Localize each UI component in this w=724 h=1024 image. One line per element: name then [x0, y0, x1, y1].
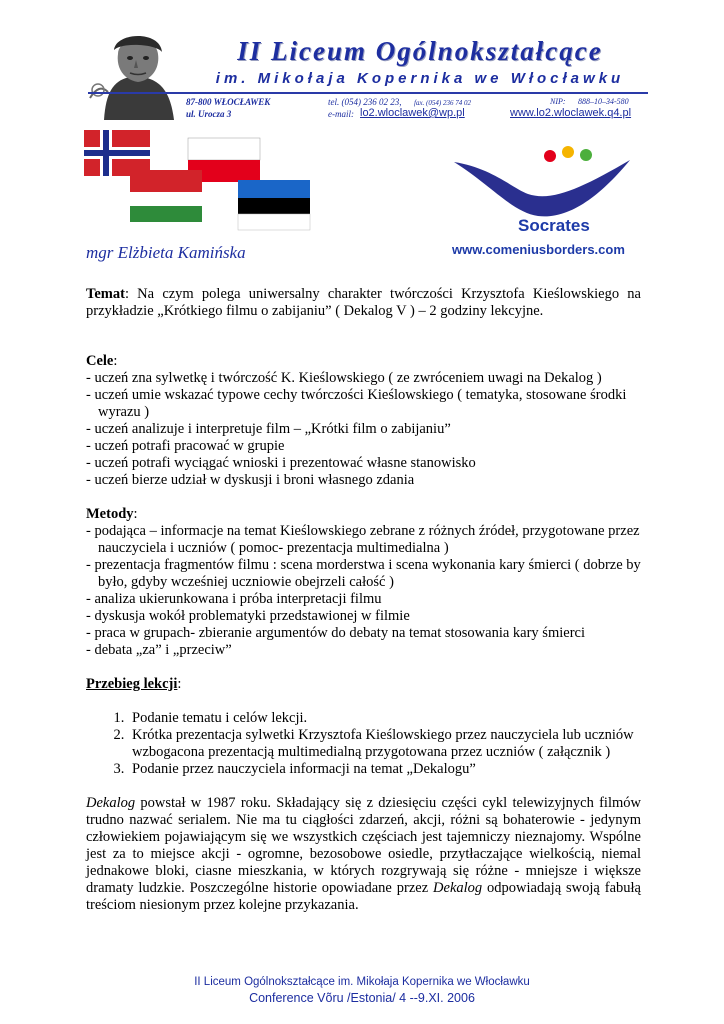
goal-item: - uczeń umie wskazać typowe cechy twórczości Kieślowskiego ( tematyka, stosowane środki wyrazu ): [86, 387, 627, 420]
footer-school: II Liceum Ogólnokształcące im. Mikołaja Kopernika we Włocławku: [194, 976, 530, 988]
flag-norway: [84, 130, 150, 176]
course-step: 1. Podanie tematu i celów lekcji.: [128, 710, 641, 727]
copernicus-portrait: [86, 28, 188, 124]
goals-list: [86, 370, 641, 489]
methods-heading: Metody:: [86, 506, 138, 522]
flag-estonia: [238, 180, 310, 230]
dekalog-title: Dekalog: [86, 795, 136, 811]
phone-number: tel. (054) 236 02 23,: [328, 97, 402, 107]
goal-item: - uczeń analizuje i interpretuje film – „Krótki film o zabijaniu”: [86, 421, 451, 437]
website-link[interactable]: www.lo2.wloclawek.q4.pl: [510, 107, 632, 119]
partner-flags: [84, 124, 314, 234]
goal-item: - uczeń potrafi wyciągać wnioski i prezentować własne stanowisko: [86, 455, 476, 471]
author-name: mgr Elżbieta Kamińska: [86, 243, 246, 262]
method-item: - dyskusja wokół problematyki przedstawionej w filmie: [86, 608, 410, 624]
method-item: - prezentacja fragmentów filmu : scena morderstwa i scena wykonania kary śmierci ( dobrze by było, gdyby wcześniej uczniowie obejrzeli całość ): [86, 557, 641, 590]
course-heading: Przebieg lekcji:: [86, 676, 182, 692]
dekalog-title: Dekalog: [433, 880, 483, 896]
email-label: e-mail:: [328, 109, 354, 119]
footer-conference: Conference Võru /Estonia/ 4 --9.XI. 2006: [249, 991, 475, 1005]
address-street: ul. Urocza 3: [186, 109, 232, 119]
dekalog-paragraph: Dekalog powstał w 1987 roku. Składający się z dziesięciu części cykl telewizyjnych filmów trudno nazwać serialem. Nie ma tu ciągłości zdarzeń, akcji, różni są bohaterowie - jedynym człowiekiem pojawiającym się we wszystkich częściach jest tajemniczy nieznajomy. Wspólne jest za to miejsce akcji - ogromne, bezosobowe osiedle, przytłaczające wielkością, niemal jednakowe bloki, ciasne mieszkania, w których rozgrywają się różne - mniejsze i większe dramaty ludzkie. Poszczególne historie opowiadane przez Dekalog odpowiadają swoją fabułą treściom niesionym przez kolejne przykazania.: [86, 795, 641, 913]
fax-number: fax. (054) 236 74 02: [414, 99, 471, 107]
topic-label: Temat: [86, 286, 125, 302]
goal-item: - uczeń potrafi pracować w grupie: [86, 438, 285, 454]
email-link[interactable]: lo2.wloclawek@wp.pl: [360, 107, 465, 119]
topic-paragraph: [86, 286, 641, 320]
topic-text: : Na czym polega uniwersalny charakter twórczości Krzysztofa Kieślowskiego na przykładzie „Krótkiego filmu o zabijaniu” ( Dekalog V ) – 2 godziny lekcyjne.: [86, 286, 641, 319]
methods-list: [86, 523, 641, 659]
course-step: 3. Podanie przez nauczyciela informacji na temat „Dekalogu”: [128, 761, 641, 778]
header-divider: [88, 92, 648, 94]
school-name: II Liceum Ogólnokształcące: [237, 36, 603, 66]
socrates-logo-icon: [452, 142, 632, 222]
course-list: [86, 710, 641, 778]
lesson-plan-body: [86, 286, 641, 914]
flag-hungary: [130, 170, 202, 222]
address-city: 87-800 WŁOCŁAWEK: [186, 97, 271, 107]
comenius-url: www.comeniusborders.com: [452, 242, 625, 257]
method-item: - praca w grupach- zbieranie argumentów do debaty na temat stosowania kary śmierci: [86, 625, 585, 641]
method-item: - podająca – informacje na temat Kieślowskiego zebrane z różnych źródeł, przygotowane przez nauczyciela i uczniów ( pomoc- prezentacja multimedialna ): [86, 523, 640, 556]
socrates-label: Socrates: [518, 216, 590, 235]
goal-item: - uczeń zna sylwetkę i twórczość K. Kieślowskiego ( ze zwróceniem uwagi na Dekalog ): [86, 370, 602, 386]
nip-value: 888–10–34-580: [578, 97, 629, 106]
nip-label: NIP:: [550, 97, 566, 106]
goals-heading: Cele:: [86, 353, 118, 369]
method-item: - analiza ukierunkowana i próba interpretacji filmu: [86, 591, 382, 607]
course-step: 2. Krótka prezentacja sylwetki Krzysztofa Kieślowskiego przez nauczyciela lub uczniów wzbogacona prezentacją multimedialną przygotowana przez uczniów ( załącznik ): [128, 727, 641, 761]
goal-item: - uczeń bierze udział w dyskusji i broni własnego zdania: [86, 472, 415, 488]
method-item: - debata „za” i „przeciw”: [86, 642, 232, 658]
school-patron: im. Mikołaja Kopernika we Włocławku: [215, 70, 625, 87]
